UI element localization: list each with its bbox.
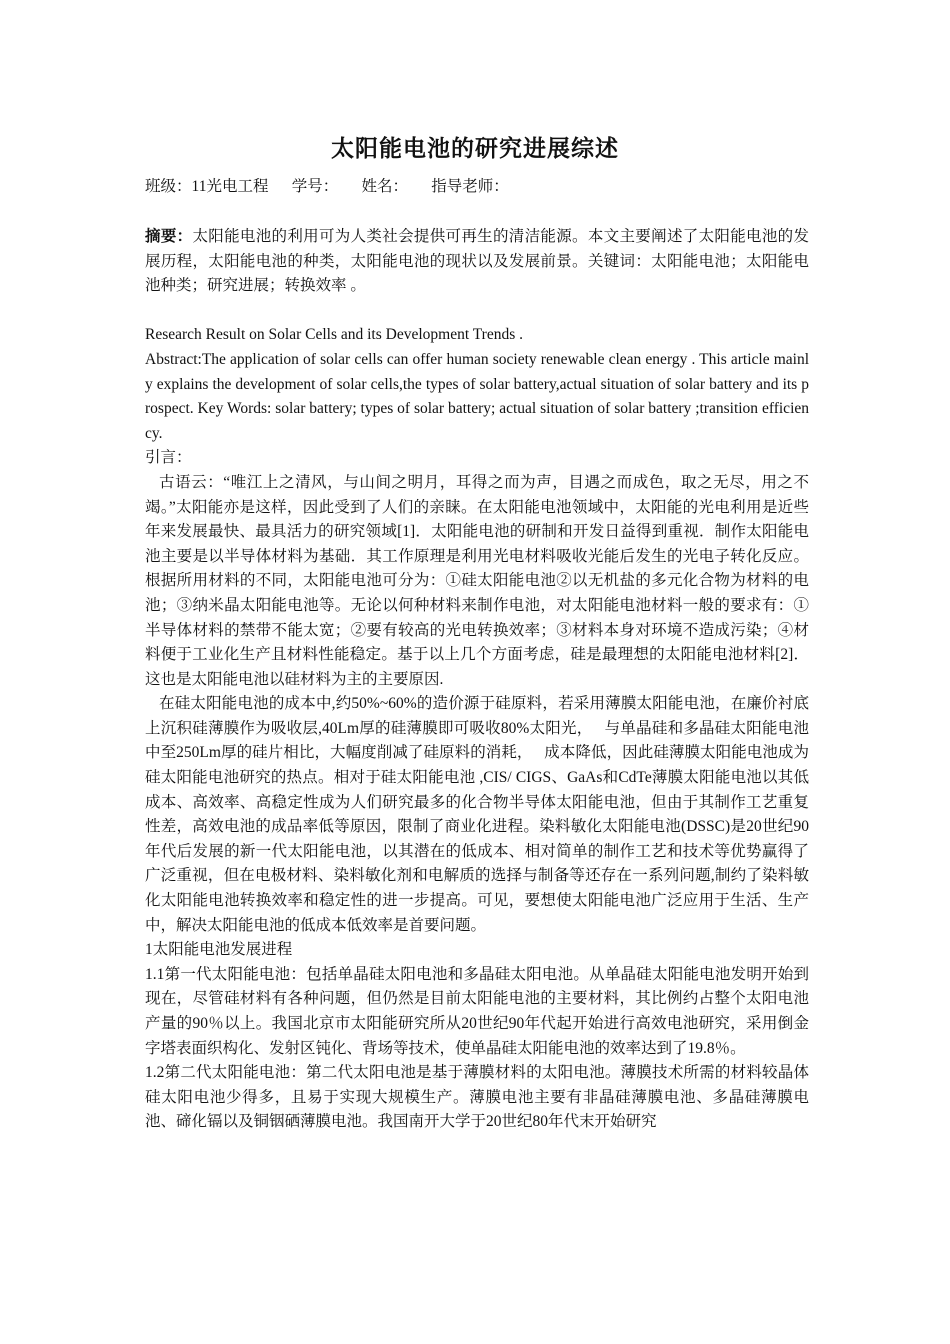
author-info-line — [145, 176, 509, 198]
intro-heading: 引言： — [145, 449, 192, 467]
spacer — [145, 299, 809, 324]
class-value: 11光电工程 — [191, 178, 269, 195]
page-title: 太阳能电池的研究进展综述 — [331, 136, 619, 161]
abstract-cn-text: 太阳能电池的利用可为人类社会提供可再生的清洁能源。本文主要阐述了太阳能电池的发展历程，太阳能电池的种类，太阳能电池的现状以及发展前景。关键词：太阳能电池；太阳能电池种类；研究进展；转换效率 。 — [145, 228, 809, 295]
intro-paragraph-2: 在硅太阳能电池的成本中,约50%~60%的造价源于硅原料，若采用薄膜太阳能电池，在廉价衬底上沉积硅薄膜作为吸收层,40Lm厚的硅薄膜即可吸收80%太阳光， 与单晶硅和多晶硅太阳能电池中至250Lm厚的硅片相比，大幅度削减了硅原料的消耗， 成本降低，因此硅薄膜太阳能电池成为硅太阳能电池研究的热点。相对于硅太阳能电池 ,CIS/ CIGS、GaAs和CdTe薄膜太阳能电池以其低成本、高效率、高稳定性成为人们研究最多的化合物半导体太阳能电池，但由于其制作工艺重复性差，高效电池的成品率低等原因，限制了商业化进程。染料敏化太阳能电池(DSSC)是20世纪90年代后发展的新一代太阳能电池，以其潜在的低成本、相对简单的制作工艺和技术等优势赢得了广泛重视，但在电极材料、染料敏化剂和电解质的选择与制备等还存在一系列问题,制约了染料敏化太阳能电池转换效率和稳定性的进一步提高。可见，要想使太阳能电池广泛应用于生活、生产中，解决太阳能电池的低成本低效率是首要问题。 — [145, 695, 809, 934]
abstract-en-title: Research Result on Solar Cells and its Development Trends . — [145, 326, 523, 344]
section-1-2-paragraph: 1.2第二代太阳能电池：第二代太阳电池是基于薄膜材料的太阳电池。薄膜技术所需的材料较晶体硅太阳电池少得多，且易于实现大规模生产。薄膜电池主要有非晶硅薄膜电池、多晶硅薄膜电池、碲化镉以及铜铟硒薄膜电池。我国南开大学于20世纪80年代末开始研究 — [145, 1064, 809, 1131]
advisor-label: 指导老师： — [431, 178, 509, 195]
section-1-heading: 1太阳能电池发展进程 — [145, 941, 293, 959]
student-id-label: 学号： — [291, 178, 339, 195]
abstract-en-text: Abstract:The application of solar cells can offer human society renewable clean energy . This article mainly explains the development of solar cells,the types of solar battery,actual situation of solar battery and its prospect. Key Words: solar battery; types of solar battery; actual situation of solar battery ;transition efficiency. — [145, 350, 809, 442]
name-label: 姓名： — [361, 178, 408, 195]
class-label: 班级： — [145, 178, 192, 195]
abstract-cn-label: 摘要： — [145, 228, 193, 245]
intro-paragraph-1: 古语云：“唯江上之清风，与山间之明月，耳得之而为声，目遇之而成色，取之无尽，用之不竭。”太阳能亦是这样，因此受到了人们的亲睐。在太阳能电池领域中，太阳能的光电利用是近些年来发展最快、最具活力的研究领域[1]．太阳能电池的研制和开发日益得到重视．制作太阳能电池主要是以半导体材料为基础．其工作原理是利用光电材料吸收光能后发生的光电子转化反应。根据所用材料的不同，太阳能电池可分为：①硅太阳能电池②以无机盐的多元化合物为材料的电池；③纳米晶太阳能电池等。无论以何种材料来制作电池，对太阳能电池材料一般的要求有：①半导体材料的禁带不能太宽；②要有较高的光电转换效率；③材料本身对环境不造成污染；④材料便于工业化生产且材料性能稳定。基于以上几个方面考虑，硅是最理想的太阳能电池材料[2]．这也是太阳能电池以硅材料为主的主要原因. — [145, 473, 809, 688]
abstract-cn — [145, 225, 809, 299]
document-body — [145, 225, 809, 1135]
section-1-1-paragraph: 1.1第一代太阳能电池：包括单晶硅太阳电池和多晶硅太阳电池。从单晶硅太阳能电池发明开始到现在，尽管硅材料有各种问题，但仍然是目前太阳能电池的主要材料，其比例约占整个太阳电池产量的90％以上。我国北京市太阳能研究所从20世纪90年代起开始进行高效电池研究，采用倒金字塔表面织构化、发射区钝化、背场等技术，使单晶硅太阳能电池的效率达到了19.8％。 — [145, 965, 809, 1057]
